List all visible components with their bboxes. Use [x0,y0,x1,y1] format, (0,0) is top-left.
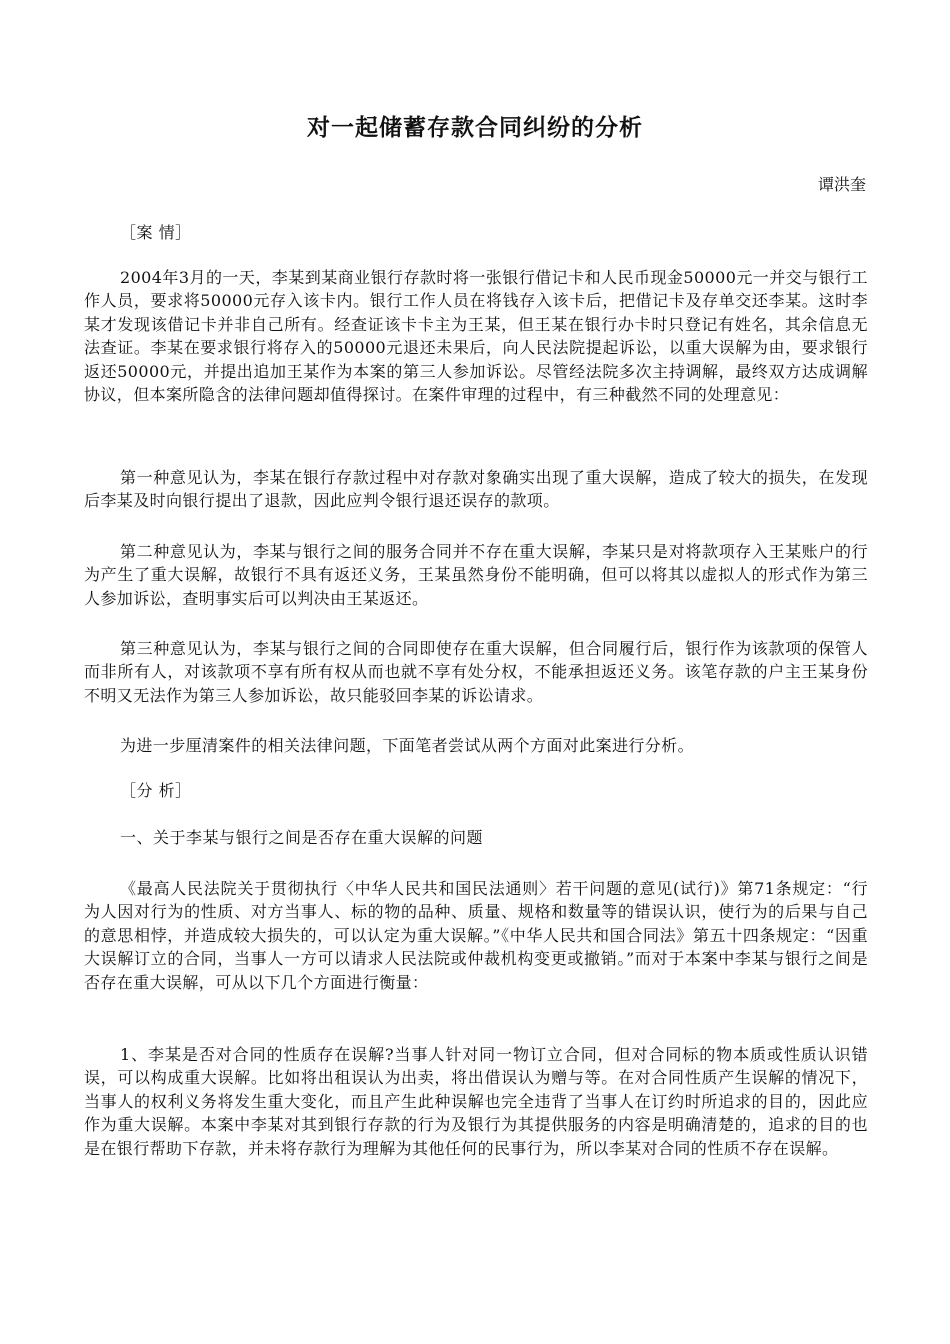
paragraph-contract-nature: 1、李某是否对合同的性质存在误解?当事人针对同一物订立合同，但对合同标的物本质或性质认识错误，可以构成重大误解。比如将出租误认为出卖，将出借误认为赠与等。在对合同性质产生误解的情况下，当事人的权利义务将发生重大变化，而且产生此种误解也完全违背了当事人在订约时所追求的目的，因此应作为重大误解。本案中李某对其到银行存款的行为及银行为其提供服务的内容是明确清楚的，追求的目的也是在银行帮助下存款，并未将存款行为理解为其他任何的民事行为，所以李某对合同的性质不存在误解。 [84,1045,868,1158]
subheading-major-misunderstanding: 一、关于李某与银行之间是否存在重大误解的问题 [120,828,484,847]
paragraph-case-facts: 2004年3月的一天，李某到某商业银行存款时将一张银行借记卡和人民币现金50000元一并交与银行工作人员，要求将50000元存入该卡内。银行工作人员在将钱存入该卡后，把借记卡及存单交还李某。这时李某才发现该借记卡并非自己所有。经查证该卡卡主为王某，但王某在银行办卡时只登记有姓名，其余信息无法查证。李某在要求银行将存入的50000元退还未果后，向人民法院提起诉讼，以重大误解为由，要求银行返还50000元，并提出追加王某作为本案的第三人参加诉讼。尽管经法院多次主持调解，最终双方达成调解协议，但本案所隐含的法律问题却值得探讨。在案件审理的过程中，有三种截然不同的处理意见： [84,268,868,405]
document-title: 对一起储蓄存款合同纠纷的分析 [307,115,643,141]
section-heading-analysis: ［分 析］ [120,781,192,800]
paragraph-transition: 为进一步厘清案件的相关法律问题，下面笔者尝试从两个方面对此案进行分析。 [120,736,695,755]
paragraph-legal-provisions: 《最高人民法院关于贯彻执行〈中华人民共和国民法通则〉若干问题的意见(试行)》第71条规定：“行为人因对行为的性质、对方当事人、标的物的品种、质量、规格和数量等的错误认识，使行为的后果与自己的意思相悖，并造成较大损失的，可以认定为重大误解。”《中华人民共和国合同法》第五十四条规定：“因重大误解订立的合同，当事人一方可以请求人民法院或仲裁机构变更或撤销。”而对于本案中李某与银行之间是否存在重大误解，可从以下几个方面进行衡量： [84,879,868,992]
section-heading-case: ［案 情］ [120,223,192,242]
paragraph-opinion-2: 第二种意见认为，李某与银行之间的服务合同并不存在重大误解，李某只是对将款项存入王某账户的行为产生了重大误解，故银行不具有返还义务，王某虽然身份不能明确，但可以将其以虚拟人的形式作为第三人参加诉讼，查明事实后可以判决由王某返还。 [84,542,868,608]
paragraph-opinion-3: 第三种意见认为，李某与银行之间的合同即使存在重大误解，但合同履行后，银行作为该款项的保管人而非所有人，对该款项不享有所有权从而也就不享有处分权，不能承担返还义务。该笔存款的户主王某身份不明又无法作为第三人参加诉讼，故只能驳回李某的诉讼请求。 [84,639,868,705]
author-name: 谭洪奎 [817,175,866,194]
paragraph-opinion-1: 第一种意见认为，李某在银行存款过程中对存款对象确实出现了重大误解，造成了较大的损失，在发现后李某及时向银行提出了退款，因此应判令银行退还误存的款项。 [84,468,868,511]
